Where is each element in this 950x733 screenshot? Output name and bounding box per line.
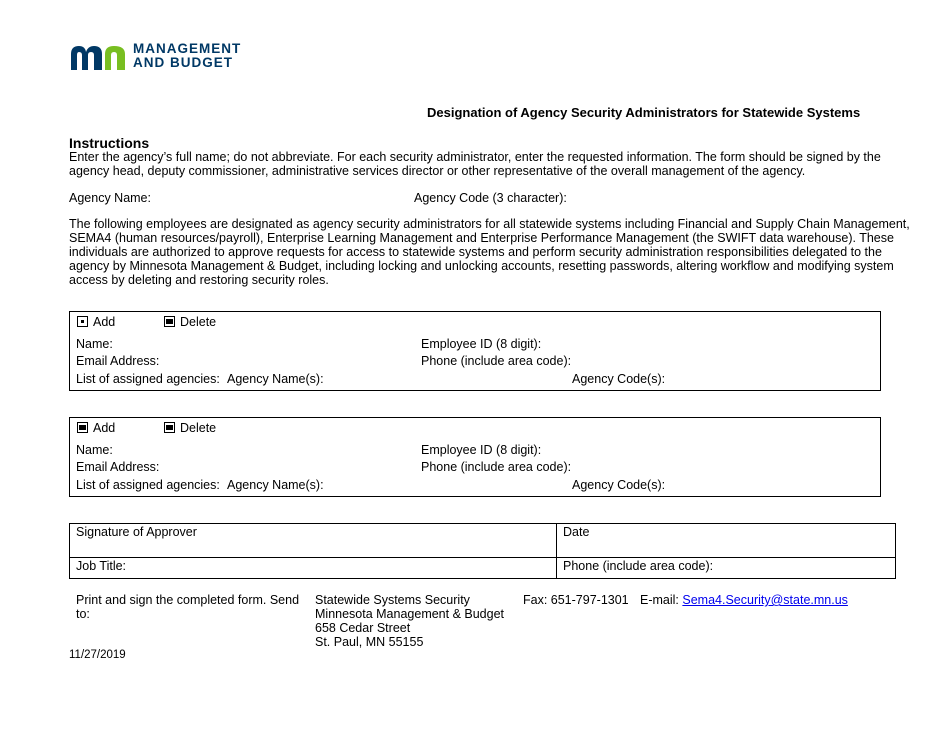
name-label: Name: xyxy=(76,443,113,457)
employee-id-label: Employee ID (8 digit): xyxy=(421,443,542,457)
agency-names-label: Agency Name(s): xyxy=(227,372,324,386)
designation-line-4: agency by Minnesota Management & Budget, including locking and unlocking accounts, resetting passwords, altering workflow and modifying system xyxy=(69,259,894,273)
admin-box-1 xyxy=(69,311,881,391)
job-title-label: Job Title: xyxy=(76,559,127,573)
signature-cell[interactable] xyxy=(69,523,557,558)
phone-label: Phone (include area code): xyxy=(421,354,572,368)
form-date: 11/27/2019 xyxy=(69,649,126,661)
add-checkbox-1[interactable] xyxy=(77,315,115,329)
address-line-3: 658 Cedar Street xyxy=(315,621,411,635)
delete-label: Delete xyxy=(180,315,217,329)
send-line-2: to: xyxy=(76,607,90,621)
logo-line-1: MANAGEMENT xyxy=(133,41,242,56)
agency-code-label: Agency Code (3 character): xyxy=(414,191,567,205)
instructions-heading: Instructions xyxy=(69,135,150,151)
email-contact xyxy=(640,593,848,607)
add-label: Add xyxy=(93,421,116,435)
agency-name-label: Agency Name: xyxy=(69,191,151,205)
delete-checkbox-1[interactable] xyxy=(164,315,216,329)
date-cell[interactable] xyxy=(556,523,896,558)
designation-line-3: individuals are authorized to approve requests for access to statewide systems and perform security administration responsibilities delegated to the xyxy=(69,245,882,259)
send-instructions xyxy=(76,593,299,621)
mn-logo-icon xyxy=(69,44,129,70)
checkbox-filled-icon xyxy=(164,422,175,433)
designation-line-5: access by deleting and restoring security roles. xyxy=(69,273,329,287)
instructions-line-2: agency head, deputy commissioner, administrative services director or other representative of the overall management of the agency. xyxy=(69,164,806,178)
send-line-1: Print and sign the completed form. Send xyxy=(76,593,300,607)
assigned-agencies-label: List of assigned agencies: xyxy=(76,478,220,492)
checkbox-checked-icon xyxy=(77,316,88,327)
add-checkbox-2[interactable] xyxy=(77,421,115,435)
delete-label: Delete xyxy=(180,421,217,435)
logo-line-2: AND BUDGET xyxy=(133,55,233,70)
delete-checkbox-2[interactable] xyxy=(164,421,216,435)
email-label: Email Address: xyxy=(76,354,160,368)
agency-codes-label: Agency Code(s): xyxy=(572,478,666,492)
mailing-address xyxy=(315,593,504,649)
approver-phone-cell[interactable] xyxy=(556,557,896,579)
email-label: Email Address: xyxy=(76,460,160,474)
phone-label: Phone (include area code): xyxy=(421,460,572,474)
address-line-4: St. Paul, MN 55155 xyxy=(315,635,424,649)
form-title: Designation of Agency Security Administrators for Statewide Systems xyxy=(427,105,861,120)
approver-phone-label: Phone (include area code): xyxy=(563,559,714,573)
email-prefix: E-mail: xyxy=(640,593,683,607)
date-label: Date xyxy=(563,525,590,539)
mmb-logo xyxy=(69,42,259,72)
admin-box-2 xyxy=(69,417,881,497)
assigned-agencies-label: List of assigned agencies: xyxy=(76,372,220,386)
designation-line-1: The following employees are designated as agency security administrators for all statewide systems including Financial and Supply Chain Management, xyxy=(69,217,910,231)
logo-text xyxy=(133,42,241,70)
instructions-line-1: Enter the agency’s full name; do not abbreviate. For each security administrator, enter the requested information. The form should be signed by the xyxy=(69,150,881,164)
employee-id-label: Employee ID (8 digit): xyxy=(421,337,542,351)
agency-names-label: Agency Name(s): xyxy=(227,478,324,492)
instructions-text xyxy=(69,150,889,178)
checkbox-filled-icon xyxy=(164,316,175,327)
address-line-1: Statewide Systems Security xyxy=(315,593,470,607)
signature-label: Signature of Approver xyxy=(76,525,197,539)
address-line-2: Minnesota Management & Budget xyxy=(315,607,505,621)
agency-codes-label: Agency Code(s): xyxy=(572,372,666,386)
job-title-cell[interactable] xyxy=(69,557,557,579)
email-link[interactable]: Sema4.Security@state.mn.us xyxy=(682,593,848,607)
name-label: Name: xyxy=(76,337,113,351)
fax-number: Fax: 651-797-1301 xyxy=(523,593,629,607)
checkbox-filled-icon xyxy=(77,422,88,433)
signature-table xyxy=(69,523,896,579)
add-label: Add xyxy=(93,315,116,329)
designation-text xyxy=(69,217,910,287)
designation-line-2: SEMA4 (human resources/payroll), Enterprise Learning Management and Enterprise Performance Management (the SWIFT data warehouse). These xyxy=(69,231,894,245)
